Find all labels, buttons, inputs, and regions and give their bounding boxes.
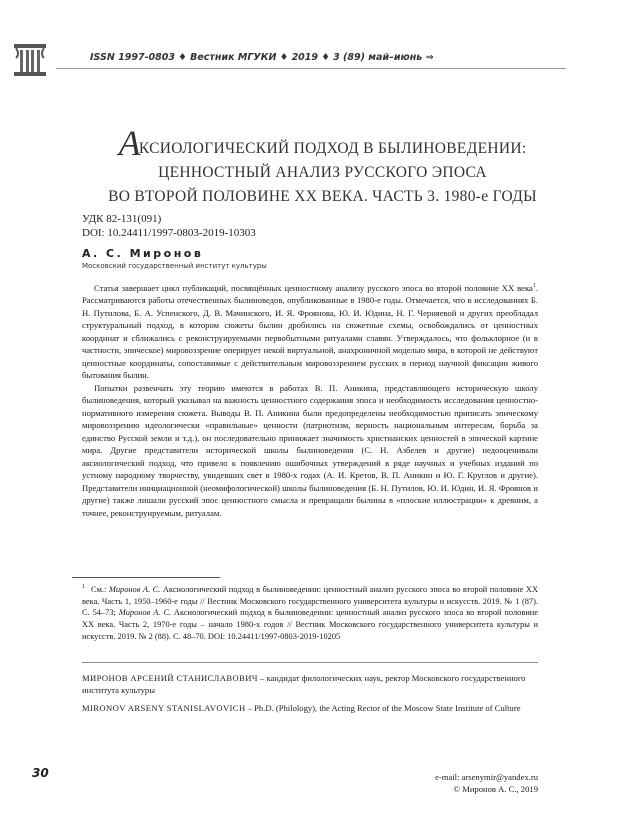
page-number: 30 bbox=[32, 766, 49, 780]
article-title bbox=[100, 123, 545, 209]
journal-logo-icon bbox=[10, 42, 50, 78]
article-identifiers bbox=[82, 212, 256, 240]
title-line-3: ВО ВТОРОЙ ПОЛОВИНЕ XX ВЕКА. ЧАСТЬ 3. 1980-е ГОДЫ bbox=[108, 188, 537, 205]
abstract-paragraph-2: Попытки развенчать эту теорию имеются в работах В. П. Аникина, представляющего историческую школу былиноведения, который указывал на важность ценностного содержания эпоса и необходимость исследования ценностно-нормативного измерения сюжета. Выводы В. П. Аникина были предопределены необходимостью приписать эпическому мировоззрению идеологически «правильные» ценности (патриотизм, верность национальным интересам, борьба за единство Русской земли и т.д.), он последовательно принижает значимость христианских ценностей в эпической картине мира. Другие представители исторической школы былиноведения (С. Н. Азбелев и другие) недооценивали аксиологический подход, что привело к появлению ошибочных утверждений в ряде научных и учебных изданий по устному народному творчеству, увидевших свет в 1980-х годах (А. И. Кретов, В. П. Аникин и Ю. Г. Круглов и другие). Представители инициационной (неомифологической) школы былиноведения (Б. Н. Путилов, Ю. И. Юдин, И. Я. Фроянов и другие) также лишали русский эпос ценностного смысла и превращали былины в «плоские иллюстрации» к древним, а точнее, реконструируемым, ритуалам. bbox=[82, 382, 538, 518]
author-full-name-ru: МИРОНОВ АРСЕНИЙ СТАНИСЛАВОВИЧ bbox=[82, 673, 258, 683]
doi: DOI: 10.24411/1997-0803-2019-10303 bbox=[82, 227, 256, 239]
author-info-rule bbox=[82, 662, 538, 663]
author-affiliation: Московский государственный институт культуры bbox=[82, 262, 267, 270]
author-full-name-en: MIRONOV ARSENY STANISLAVOVICH bbox=[82, 703, 246, 713]
footnote: $^1$ См.: Миронов А. С. Аксиологический подход в былиноведении: ценностный анализ русского эпоса во второй половине XX века. Часть 1, 1950–1960-е годы // Вестник Московского государственного университета культуры и искусств. 2019. № 1 (87). С. 54–73; Миронов А. С. Аксиологический подход в былиноведении: ценностный анализ русского эпоса во второй половине XX века. Часть 2, 1970-е годы – начало 1980-х годов // Вестник Московского государственного университета культуры и искусств. 2019. № 2 (88). С. 48–70. DOI: 10.24411/1997-0803-2019-10205 bbox=[82, 584, 538, 641]
footnote-rule bbox=[72, 577, 220, 578]
abstract-paragraph-1: Статья завершает цикл публикаций, посвящённых ценностному анализу русского эпоса во второй половине XX века$^1$. Рассматриваются работы отечественных былиноведов, опубликованные в 1980-е годы. Отмечается, что в исследованиях Б. Н. Путилова, Б. А. Успенского, Д. В. Мачинского, И. Я. Фроянова, Ю. И. Юдина, Н. Г. Черняевой и других преобладал структуральный подход, в котором сюжеты былин дробились на сюжетные схемы, освобождались от ценностных координат и сближались с реконструируемыми первобытными ритуалами славян. Утверждалось, что фольклорное (и в частности, эпическое) мировоззрение оперирует некой виртуальной, анахроничной моделью мира, в которой не действуют ценностные координаты, сопоставимые с действительным мировоззрением русских в период научной фиксации живого бытования былин. bbox=[82, 282, 538, 381]
copyright: © Миронов А. С., 2019 bbox=[453, 784, 538, 794]
title-line-1: КСИОЛОГИЧЕСКИЙ ПОДХОД В БЫЛИНОВЕДЕНИИ: bbox=[138, 140, 527, 157]
running-head: ISSN 1997-0803 ♦ Вестник МГУКИ ♦ 2019 ♦ 3 (89) май–июнь ⇒ bbox=[90, 52, 434, 63]
udk-code: УДК 82-131(091) bbox=[82, 213, 162, 225]
title-line-2: ЦЕННОСТНЫЙ АНАЛИЗ РУССКОГО ЭПОСА bbox=[158, 164, 487, 181]
author-contacts bbox=[435, 771, 538, 795]
author-name: А. С. Миронов bbox=[82, 247, 204, 260]
author-email[interactable]: e-mail: arsenymir@yandex.ru bbox=[435, 772, 538, 782]
abstract bbox=[82, 280, 538, 519]
author-bio-ru: МИРОНОВ АРСЕНИЙ СТАНИСЛАВОВИЧ – кандидат филологических наук, ректор Московского государственного института культуры bbox=[82, 673, 526, 695]
author-bio-en: MIRONOV ARSENY STANISLAVOVICH – Ph.D. (Philology), the Acting Rector of the Moscow State Institute of Culture bbox=[82, 703, 521, 713]
footnote-reference[interactable]: 1 bbox=[532, 283, 536, 289]
footnote-number: 1 bbox=[82, 584, 85, 590]
title-initial: А bbox=[118, 123, 141, 163]
